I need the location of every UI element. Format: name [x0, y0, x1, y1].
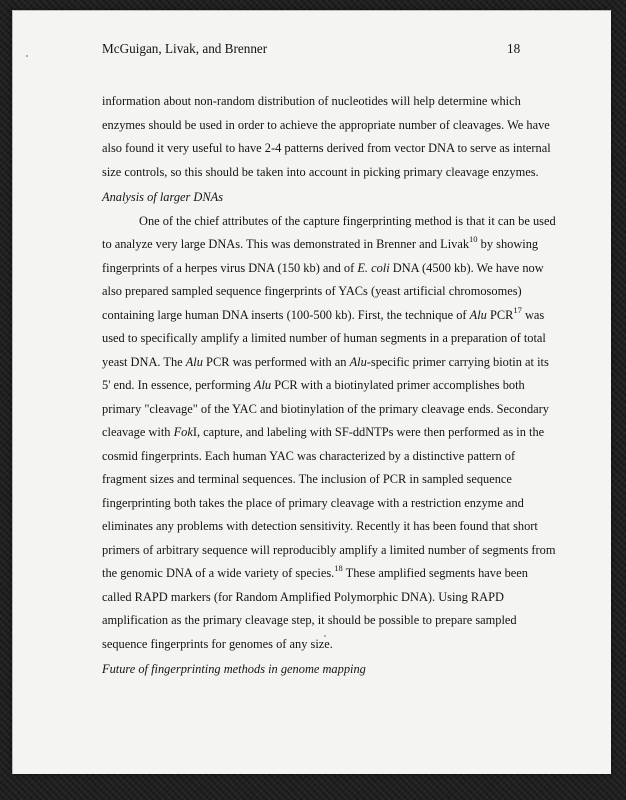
paragraph-line	[102, 351, 549, 375]
text-run: PCR	[486, 307, 514, 322]
document-page	[12, 10, 611, 774]
body-text	[102, 90, 556, 682]
paragraph-line: amplification as the primary cleavage step, it should be possible to prepare sampled	[102, 613, 517, 627]
paragraph-line: sequence fingerprints for genomes of any size.	[102, 636, 333, 651]
citation-reference: 18	[334, 563, 343, 573]
text-run: -specific primer carrying biotin at its	[366, 354, 549, 369]
section-heading-future-of-fingerprinting: Future of fingerprinting methods in genome mapping	[102, 662, 366, 676]
text-run: These amplified segments have been	[342, 566, 528, 580]
paragraph-line: also prepared sampled sequence fingerprints of YACs (yeast artificial chromosomes)	[102, 284, 522, 298]
paragraph-line: eliminates any problems with detection sensitivity. Recently it has been found that short	[102, 519, 538, 533]
paragraph-line: information about non-random distribution of nucleotides will help determine which	[102, 94, 521, 108]
paragraph-line: used to specifically amplify a limited number of human segments in a preparation of total	[102, 331, 546, 345]
paragraph-line	[102, 562, 532, 586]
italic-term: Alu	[469, 307, 487, 322]
text-run: to analyze very large DNAs. This was demonstrated in Brenner and Livak	[102, 237, 470, 251]
paragraph-line	[102, 257, 544, 281]
section-heading-analysis-of-larger-dnas: Analysis of larger DNAs	[102, 190, 224, 204]
text-run: containing large human DNA inserts (100-500 kb). First, the technique of	[102, 307, 470, 322]
citation-reference: 17	[513, 304, 522, 315]
paragraph-line: fingerprinting both takes the place of primary cleavage with a restriction enzyme and	[102, 495, 524, 510]
page-number: 18	[507, 41, 521, 56]
species-name: E. coli	[357, 260, 390, 275]
text-run: by showing	[477, 237, 539, 251]
paragraph-line	[102, 421, 545, 445]
text-run: yeast DNA. The	[102, 354, 186, 369]
paragraph-line	[102, 374, 532, 398]
italic-term: Alu	[185, 354, 203, 369]
text-run: 5' end. In essence, performing	[102, 378, 254, 392]
enzyme-name: Fok	[173, 425, 193, 439]
paragraph-line: size controls, so this should be taken into account in picking primary cleavage enzymes.	[102, 164, 539, 179]
text-run: was	[521, 307, 545, 322]
italic-term: Alu	[349, 354, 367, 369]
paragraph-line: also found it very useful to have 2-4 patterns derived from vector DNA to serve as internal	[102, 141, 551, 155]
paragraph-line: One of the chief attributes of the capture fingerprinting method is that it can be used	[139, 213, 556, 228]
paragraph-line: primers of arbitrary sequence will reproducibly amplify a limited number of segments from	[102, 542, 556, 557]
paper-speck	[26, 55, 28, 57]
text-run: PCR was performed with an	[202, 354, 350, 369]
paragraph-line: enzymes should be used in order to achieve the appropriate number of cleavages. We have	[102, 117, 550, 132]
citation-reference: 10	[469, 234, 478, 244]
text-run: fingerprints of a herpes virus DNA (150 kb) and of	[102, 260, 358, 275]
paragraph-line	[102, 233, 539, 257]
paragraph-line: primary "cleavage" of the YAC and biotinylation of the primary cleavage ends. Secondary	[102, 401, 549, 416]
running-header-authors: McGuigan, Livak, and Brenner	[102, 41, 268, 56]
paragraph-line: fragment sizes and terminal sequences. The inclusion of PCR in sampled sequence	[102, 472, 512, 486]
text-run: cleavage with	[102, 425, 174, 439]
text-run: the genomic DNA of a wide variety of species.	[102, 566, 335, 580]
text-run: I, capture, and labeling with SF-ddNTPs were then performed as in the	[192, 425, 545, 439]
text-run: DNA (4500 kb). We have now	[389, 260, 544, 275]
paragraph-line	[102, 304, 545, 328]
italic-term: Alu	[253, 378, 272, 392]
text-run: PCR with a biotinylated primer accomplishes both	[271, 378, 525, 392]
paragraph-line: cosmid fingerprints. Each human YAC was characterized by a distinctive pattern of	[102, 448, 516, 463]
paragraph-line: called RAPD markers (for Random Amplified Polymorphic DNA). Using RAPD	[102, 589, 504, 604]
